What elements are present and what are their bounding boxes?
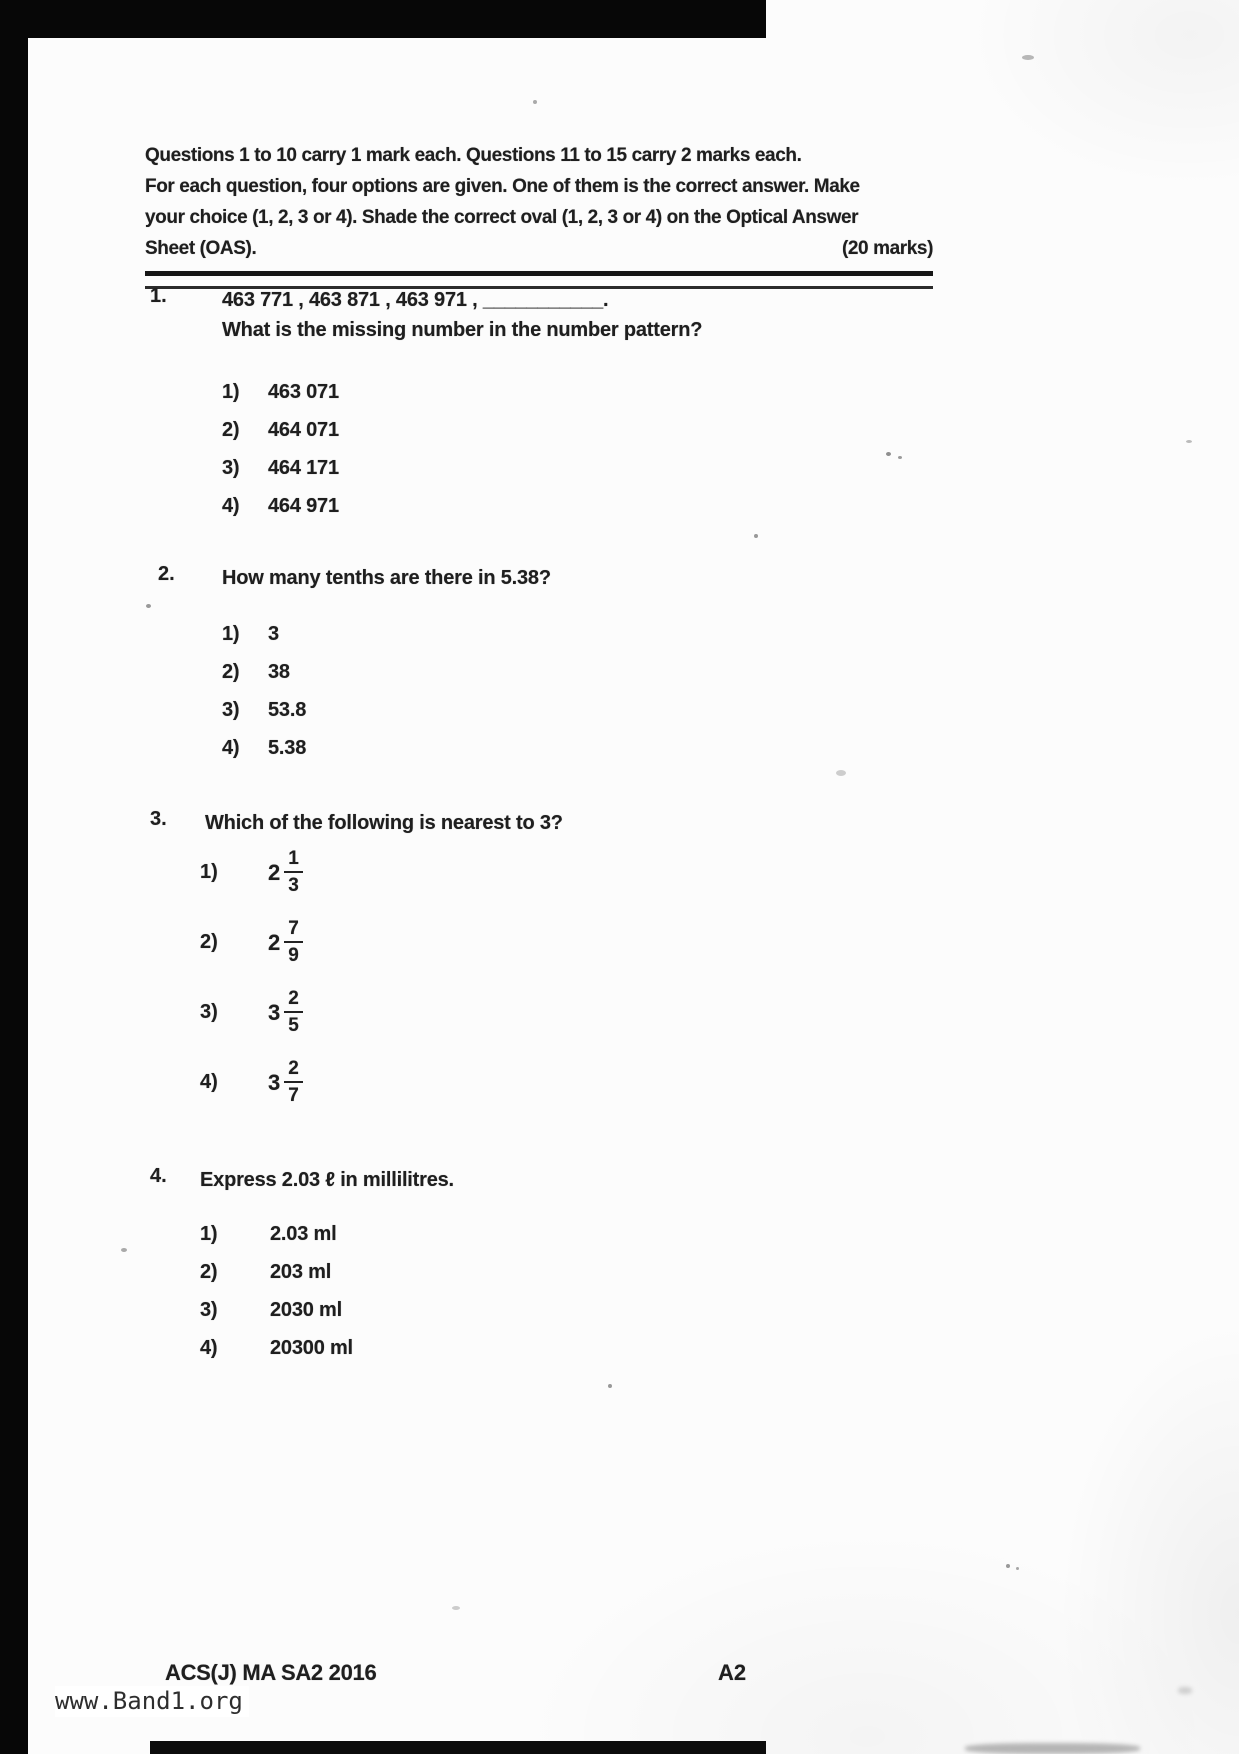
instruction-line: Questions 1 to 10 carry 1 mark each. Questions 11 to 15 carry 2 marks each. — [145, 145, 802, 166]
option-value: 463 071 — [268, 381, 339, 403]
scan-speck — [1022, 55, 1034, 60]
fraction-denominator: 7 — [288, 1085, 299, 1106]
option-value: 2.03 ml — [270, 1223, 337, 1245]
instruction-line: For each question, four options are given. One of them is the correct answer. Make — [145, 176, 860, 197]
option-label: 3) — [222, 457, 240, 479]
fraction-numerator: 1 — [284, 848, 303, 873]
question-number: 2. — [158, 563, 175, 585]
scan-speck — [452, 1606, 460, 1610]
scan-smudge — [965, 1743, 1140, 1754]
question-text: Express 2.03 ℓ in millilitres. — [200, 1169, 454, 1191]
option-row — [222, 495, 339, 523]
instructions-block — [145, 140, 933, 264]
watermark: www.Band1.org — [55, 1686, 249, 1717]
fraction-whole: 3 — [268, 999, 281, 1025]
question-text: Which of the following is nearest to 3? — [205, 812, 563, 834]
option-row — [200, 845, 303, 900]
option-row — [200, 1223, 353, 1251]
scan-speck — [608, 1384, 612, 1388]
mixed-number — [268, 1058, 303, 1107]
scan-border-top — [0, 0, 766, 38]
scan-speck — [1016, 1567, 1019, 1570]
option-value: 2030 ml — [270, 1299, 342, 1321]
scan-border-left — [0, 0, 28, 1754]
option-label: 1) — [200, 1223, 218, 1245]
scan-speck — [121, 1248, 127, 1252]
option-row — [222, 419, 339, 447]
scan-smudge — [1178, 1687, 1192, 1694]
option-row — [222, 381, 339, 409]
option-row — [200, 915, 303, 970]
option-label: 1) — [222, 381, 240, 403]
marks-note: (20 marks) — [841, 238, 933, 259]
instruction-line: Sheet (OAS). — [145, 238, 257, 259]
instruction-line: your choice (1, 2, 3 or 4). Shade the correct oval (1, 2, 3 or 4) on the Optical Answer — [145, 207, 859, 228]
option-row — [222, 661, 306, 689]
option-label: 2) — [200, 931, 218, 953]
option-row — [200, 1299, 353, 1327]
fraction-whole: 2 — [268, 859, 281, 885]
fraction-whole: 2 — [268, 929, 281, 955]
scan-speck — [1006, 1564, 1010, 1568]
option-row — [222, 699, 306, 727]
question-options — [200, 845, 303, 1110]
option-label: 1) — [200, 861, 218, 883]
footer-exam-code: ACS(J) MA SA2 2016 — [165, 1660, 377, 1685]
scan-speck — [146, 604, 151, 608]
scan-speck — [533, 100, 537, 104]
scan-speck — [898, 456, 902, 459]
scan-speck — [1186, 440, 1192, 443]
question-text: How many tenths are there in 5.38? — [222, 567, 551, 589]
option-value: 20300 ml — [270, 1337, 353, 1359]
option-value: 53.8 — [268, 699, 307, 721]
option-row — [222, 457, 339, 485]
fraction-denominator: 3 — [288, 875, 299, 896]
option-row — [200, 1337, 353, 1365]
scan-speck — [754, 534, 758, 538]
fraction-denominator: 5 — [288, 1015, 299, 1036]
option-value: 464 071 — [268, 419, 339, 441]
option-value: 5.38 — [268, 737, 307, 759]
option-row — [222, 737, 306, 765]
question-text-line: What is the missing number in the number pattern? — [222, 319, 703, 341]
mixed-number — [268, 988, 303, 1037]
option-label: 1) — [222, 623, 240, 645]
fraction-whole: 3 — [268, 1069, 281, 1095]
option-label: 3) — [200, 1299, 218, 1321]
question-number: 4. — [150, 1165, 167, 1187]
question-number: 1. — [150, 285, 167, 307]
footer-page-number: A2 — [718, 1660, 747, 1685]
question-options — [200, 1223, 353, 1365]
option-value: 464 171 — [268, 457, 339, 479]
option-value: 203 ml — [270, 1261, 332, 1283]
scan-speck — [886, 452, 891, 456]
question-options — [222, 623, 306, 765]
fraction-numerator: 2 — [284, 1058, 303, 1083]
option-value: 3 — [268, 623, 279, 645]
option-row — [222, 623, 306, 651]
fraction-denominator: 9 — [288, 945, 299, 966]
question-number: 3. — [150, 808, 167, 830]
option-label: 4) — [200, 1337, 218, 1359]
option-row — [200, 985, 303, 1040]
option-label: 4) — [222, 737, 240, 759]
scan-speck — [836, 770, 846, 776]
fraction-numerator: 2 — [284, 988, 303, 1013]
scan-border-bottom — [150, 1741, 766, 1754]
option-row — [200, 1261, 353, 1289]
question-text — [222, 285, 702, 345]
mixed-number — [268, 918, 303, 967]
option-label: 3) — [222, 699, 240, 721]
option-label: 2) — [222, 419, 240, 441]
option-value: 464 971 — [268, 495, 339, 517]
question-options — [222, 381, 339, 523]
option-row — [200, 1055, 303, 1110]
option-label: 2) — [222, 661, 240, 683]
mixed-number — [268, 848, 303, 897]
fraction-numerator: 7 — [284, 918, 303, 943]
option-value: 38 — [268, 661, 290, 683]
option-label: 2) — [200, 1261, 218, 1283]
option-label: 4) — [222, 495, 240, 517]
option-label: 3) — [200, 1001, 218, 1023]
option-label: 4) — [200, 1071, 218, 1093]
question-text-line: 463 771 , 463 871 , 463 971 , ___________. — [222, 289, 609, 311]
